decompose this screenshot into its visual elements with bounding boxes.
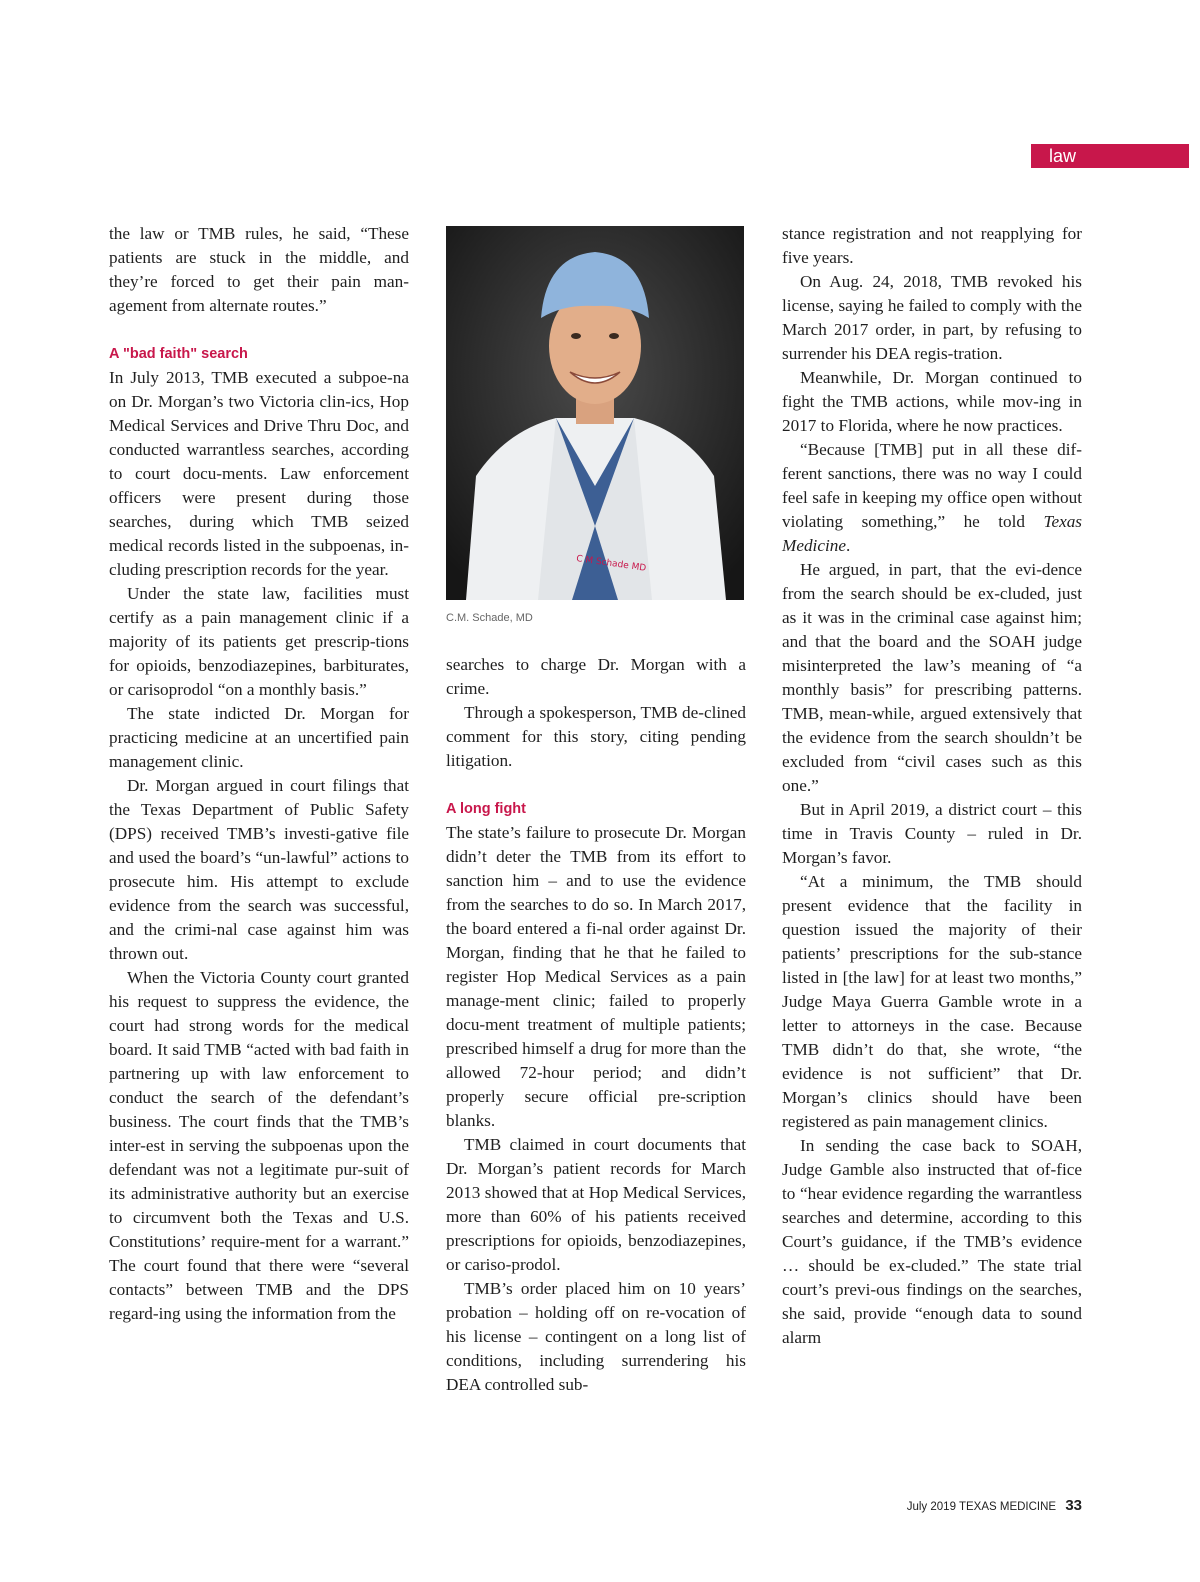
paragraph: the law or TMB rules, he said, “These patients are stuck in the middle, and they’re forced to get their pain man-agement from alternate routes.” (109, 224, 409, 315)
subheading-long-fight: A long fight (446, 801, 526, 817)
article-column-2 (446, 222, 746, 1397)
paragraph: TMB’s order placed him on 10 years’ probation – holding off on re-vocation of his license – contingent on a long list of conditions, including surrendering his DEA controlled sub- (446, 1279, 746, 1394)
photo-caption: C.M. Schade, MD (446, 612, 533, 624)
issue-date: July 2019 (906, 1501, 956, 1513)
paragraph: Dr. Morgan argued in court filings that the Texas Department of Public Safety (DPS) received TMB’s investi-gative file and used the board’s “un-lawful” actions to prosecute him. His attempt to exclude evidence from the search was successful, and the crimi-nal case against him was thrown out. (109, 776, 409, 963)
paragraph: But in April 2019, a district court – this time in Travis County – ruled in Dr. Morgan’s favor. (782, 800, 1082, 867)
publication-title: TEXAS MEDICINE (958, 1501, 1057, 1513)
paragraph: “At a minimum, the TMB should present evidence that the facility in question issued the majority of their patients’ prescriptions for the sub-stance listed in [the law] for at least two months,” Judge Maya Guerra Gamble wrote in a letter to attorneys in the case. Because TMB didn’t do that, she wrote, “the evidence is not sufficient” that Dr. Morgan’s clinics should have been registered as pain management clinics. (782, 872, 1082, 1131)
paragraph: Through a spokesperson, TMB de-clined comment for this story, citing pending litigation. (446, 703, 746, 770)
coat-embroidery: C M Schade MD (575, 554, 647, 574)
paragraph: The state indicted Dr. Morgan for practicing medicine at an uncertified pain management clinic. (109, 704, 409, 771)
subheading-bad-faith: A "bad faith" search (109, 346, 248, 362)
section-tab: law (1031, 144, 1189, 168)
paragraph: In sending the case back to SOAH, Judge Gamble also instructed that of-fice to “hear evidence regarding the warrantless searches and determine, according to this Court’s guidance, if the TMB’s evidence … should be ex-cluded.” The state trial court’s previ-ous findings on the searches, she said, provide “enough data to sound alarm (782, 1136, 1082, 1347)
article-column-3 (782, 222, 1082, 1350)
paragraph: stance registration and not reapplying for five years. (782, 224, 1082, 267)
publication-name: Texas Medicine (782, 512, 1082, 555)
paragraph: Under the state law, facilities must certify as a pain management clinic if a majority of its patients get prescrip-tions for opioids, benzodiazepines, barbiturates, or carisoprodol “on a monthly basis.” (109, 584, 409, 699)
paragraph: TMB claimed in court documents that Dr. Morgan’s patient records for March 2013 showed that at Hop Medical Services, more than 60% of his patients received prescriptions for opioids, benzodiazepines, or cariso-prodol. (446, 1135, 746, 1274)
paragraph: On Aug. 24, 2018, TMB revoked his license, saying he failed to comply with the March 2017 order, in part, by refusing to surrender his DEA regis-tration. (782, 272, 1082, 363)
page-number: 33 (1065, 1497, 1082, 1514)
paragraph: The state’s failure to prosecute Dr. Morgan didn’t deter the TMB from its effort to sanction him – and to use the evidence from the searches to do so. In March 2017, the board entered a fi-nal order against Dr. Morgan, finding that he that he failed to register Hop Medical Services as a pain manage-ment clinic; failed to properly docu-ment treatment of multiple patients; prescribed himself a drug for more than the allowed 72-hour period; and didn’t properly secure official pre-scription blanks. (446, 823, 746, 1130)
paragraph: “Because [TMB] put in all these dif-ferent sanctions, there was no way I could feel safe in keeping my office open without violating something,” he told Texas Medicine. (782, 440, 1082, 555)
portrait-photo (446, 226, 744, 600)
paragraph: In July 2013, TMB executed a subpoe-na on Dr. Morgan’s two Victoria clin-ics, Hop Medical Services and Drive Thru Doc, and conducted warrantless searches, according to court docu-ments. Law enforcement officers were present during those searches, during which TMB seized medical records listed in the subpoenas, in-cluding prescription records for the year. (109, 368, 409, 579)
doctor-portrait-illustration (446, 226, 744, 600)
page-footer (900, 1497, 1082, 1514)
paragraph: Meanwhile, Dr. Morgan continued to fight the TMB actions, while mov-ing in 2017 to Florida, where he now practices. (782, 368, 1082, 435)
paragraph: When the Victoria County court granted his request to suppress the evidence, the court had strong words for the medical board. It said TMB “acted with bad faith in partnering up with law enforcement to conduct the search of the defendant’s business. The court finds that the TMB’s inter-est in serving the subpoenas upon the defendant was not a legitimate pur-suit of its administrative authority but an exercise to circumvent both the Texas and U.S. Constitutions’ require-ment for a warrant.” The court found that there were “several contacts” between TMB and the DPS regard-ing using the information from the (109, 968, 409, 1323)
paragraph: He argued, in part, that the evi-dence from the search should be ex-cluded, just as it was in the criminal case against him; and that the board and the SOAH judge misinterpreted the law’s meaning of “a monthly basis” for prescribing patterns. TMB, mean-while, argued extensively that the evidence from the search shouldn’t be excluded from “civil cases such as this one.” (782, 560, 1082, 795)
article-column-1 (109, 222, 409, 1326)
paragraph: searches to charge Dr. Morgan with a crime. (446, 655, 746, 698)
